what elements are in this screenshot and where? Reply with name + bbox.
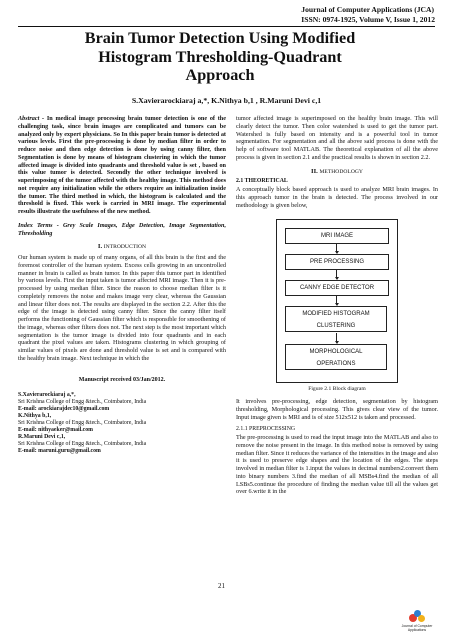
section-heading-methodology bbox=[236, 168, 438, 177]
abstract-label: Abstract - bbox=[18, 115, 45, 122]
logo-dot bbox=[418, 615, 425, 622]
logo-text-line: Journal of Computer bbox=[401, 624, 433, 628]
affiliation bbox=[18, 392, 226, 413]
journal-issn: ISSN: 0974-1925, Volume V, Issue 1, 2012 bbox=[301, 14, 435, 24]
diagram-box-modified-histogram-clustering bbox=[285, 306, 387, 332]
methodology-text: A conceptually block based approach is used to analyze MRI brain images. In this approach tumor in the brain is detected. The process involved in our methodology is given below, bbox=[236, 186, 438, 209]
section-number: II. bbox=[311, 167, 318, 175]
preprocessing-text: The pre-processing is used to read the input image into the MATLAB and also to remove the noise present in the image. In this method noise is removed by using median filter. Since it reduces the variance of the intensities in the image and also it is used to preserve edge shapes and the location of the edges. The steps involved in median filter is 1.input the values in decimal numbers2.convert them into binary numbers 3.find the median of all MSBs4.find the median of all LSBs5.continue the procedure of finding the median value till all the values get over 6.write it in the bbox=[236, 434, 438, 496]
introduction-continued: tumor affected image is superimposed on the healthy brain image. This will clearly detect the tumor. Then color watershed is used to get the tumor part. Watershed is fully based on intensity and is a powerful tool in tumor segmentation. For segmentation and all the above said process is done with the help of software tool MATLAB. The theoretical explanation of all the above process is given in section 2.1 and the practical results is shown in section 2.2. bbox=[236, 115, 438, 161]
section-title: METHODOLOGY bbox=[319, 168, 363, 175]
diagram-box-label: CLUSTERING bbox=[316, 323, 356, 330]
section-number: I. bbox=[97, 243, 103, 251]
section-title: INTRODUCTION bbox=[103, 244, 147, 251]
diagram-box-canny-edge-detector bbox=[285, 280, 389, 296]
diagram-box-pre-processing bbox=[285, 254, 389, 270]
journal-logo-icon bbox=[408, 610, 426, 624]
block-diagram bbox=[276, 219, 398, 383]
logo-text-line: Applications bbox=[407, 628, 427, 632]
diagram-box-label: MODIFIED HISTOGRAM bbox=[302, 311, 370, 318]
affiliation-name: S.Xavierarockiaraj a,*, bbox=[18, 392, 76, 399]
arrow-down-icon bbox=[336, 243, 337, 253]
title-line: Brain Tumor Detection Using Modified bbox=[84, 29, 356, 47]
title-line: Histogram Thresholding-Quadrant bbox=[98, 47, 342, 66]
affiliation bbox=[18, 413, 226, 434]
logo-text bbox=[399, 624, 435, 632]
affiliation-institution: Sri Krishna College of Engg &tech., Coimbatore, India bbox=[18, 420, 147, 427]
introduction-text: Our human system is made up of many organs, of all this brain is the first and the foremost controller of the human system. Excess cells growing in an uncontrolled manner in brain is called as brain tumor. In this paper this tumor part in identified by various levels. First the input taken is tumor affected MRI image. Then it is pre-processed by using median filter. Since the reason to choose median filter is it completely removes the noise and makes image very clear, whereas the Gaussian and linear filter does not. The results are displayed in the section 2.2. After this the edge of the image is detected using canny filter. Since the canny filter itself performs the functioning of Gaussian filter which is responsible for smoothening of the image, whereas other filters does not. The next step is the most important which segmentation is the tumor image is divided into four quadrants and in each quadrant the pixel values are taken. Histograms clustering in which grouping of similar values of pixels are done and threshold value is set and is compared with the healthy brain image. Next technique in which the bbox=[18, 254, 226, 362]
left-column bbox=[18, 115, 226, 455]
header-rule bbox=[18, 26, 435, 27]
index-terms-text: Grey Scale Images, Edge Detection, Image Segmentation, Thresholding bbox=[18, 221, 226, 237]
page-number: 21 bbox=[218, 582, 225, 590]
index-terms-label: Index Terms - bbox=[18, 221, 59, 229]
arrow-down-icon bbox=[336, 295, 337, 305]
paper-title bbox=[70, 29, 370, 85]
abstract bbox=[18, 115, 226, 216]
title-line: Approach bbox=[185, 66, 255, 84]
right-column bbox=[236, 115, 438, 496]
diagram-box-label: CANNY EDGE DETECTOR bbox=[299, 285, 375, 292]
affiliation-email: E-mail: arockiarajdec10@gmail.com bbox=[18, 406, 110, 413]
arrow-down-icon bbox=[336, 333, 337, 343]
diagram-box-label: MRI IMAGE bbox=[320, 233, 353, 240]
diagram-box-label: MORPHOLOGICAL bbox=[309, 349, 363, 356]
diagram-box-label: OPERATIONS bbox=[316, 361, 356, 368]
affiliation-institution: Sri Krishna College of Engg &tech., Coimbatore, India bbox=[18, 441, 147, 448]
diagram-box-morphological-operations bbox=[285, 344, 387, 370]
affiliation-name: R.Maruni Devi c,1, bbox=[18, 434, 66, 441]
journal-logo bbox=[399, 610, 435, 632]
diagram-box-label: PRE PROCESSING bbox=[309, 259, 364, 266]
arrow-down-icon bbox=[336, 269, 337, 279]
manuscript-received: Manuscript received 03/Jan/2012. bbox=[78, 376, 166, 383]
affiliations bbox=[18, 392, 226, 455]
author-list: S.Xavierarockiaraj a,*, K.Nithya b,1 , R.Maruni Devi c,1 bbox=[131, 96, 322, 105]
subsection-heading-preprocessing: 2.1.1 PREPROCESSING bbox=[236, 426, 296, 433]
affiliation-institution: Sri Krishna College of Engg &tech., Coimbatore, India bbox=[18, 399, 147, 406]
diagram-box-mri-image bbox=[285, 228, 389, 244]
journal-name: Journal of Computer Applications (JCA) bbox=[301, 5, 435, 14]
section-heading-introduction bbox=[18, 243, 226, 252]
figure-caption: Figure 2.1 Block diagram bbox=[308, 386, 366, 393]
affiliation bbox=[18, 434, 226, 455]
index-terms bbox=[18, 222, 226, 238]
affiliation-name: K.Nithya b,1, bbox=[18, 413, 52, 420]
affiliation-email: E-mail: nithyaeker@mail.com bbox=[18, 427, 93, 434]
abstract-text: In medical image processing brain tumor detection is one of the challenging task, since brain images are complicated and tumors can be analyzed only by expert physicians. So In this paper brain tumor is detected at various levels. First the pre-processing is done by median filter in order to reduce noise and then edge detection is done by using canny filter, then Segmentation is done by means of histogram clustering in which the tumor affected image is divided into quadrants and threshold value is set , based on this value tumor is detected. Secondly the other technique involved is superimposing of the tumor affected with the healthy image. This method does not require any initialization while the others require an initialization inside the tumor. The third method in which, the histogram is calculated and the threshold is fixed. This work is carried in MRI image. The experimental results illustrate the usefulness of the new method. bbox=[18, 115, 226, 215]
affiliation-email: E-mail: maruni.guru@gmail.com bbox=[18, 448, 101, 455]
journal-header bbox=[301, 5, 435, 24]
subsection-heading: 2.1 THEORETICAL bbox=[236, 178, 288, 185]
after-figure-text: It involves pre-processing, edge detection, segmentation by histogram thresholding, Morphological processing. This gives clear view of the tumor. Input image given is MRI and is of size 512x512 is taken and processed. bbox=[236, 398, 438, 421]
